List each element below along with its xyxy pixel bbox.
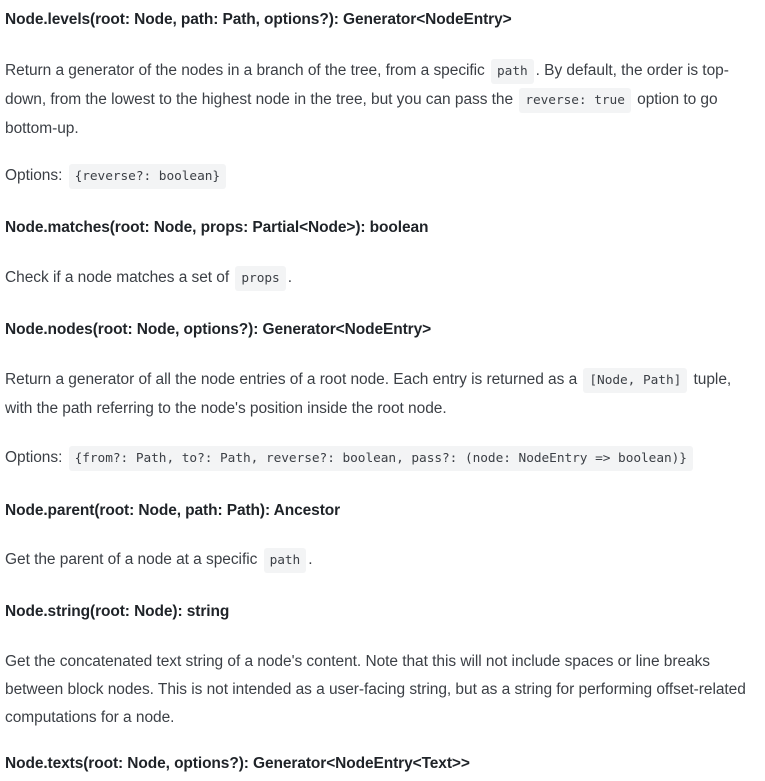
node-path-code: [Node, Path] — [583, 368, 687, 393]
nodes-desc-text: Return a generator of all the node entries of a root node. Each entry is returned as a — [5, 371, 578, 388]
matches-description — [5, 264, 753, 293]
string-description: Get the concatenated text string of a node's content. Note that this will not include spaces or line breaks between block nodes. This is not intended as a user-facing string, but as a string for performing offset-related computations for a node. — [5, 653, 746, 726]
matches-desc-text: Check if a node matches a set of — [5, 269, 230, 286]
matches-desc-text-2: . — [287, 269, 292, 286]
reverse-true-code: reverse: true — [519, 88, 631, 113]
levels-options-code: {reverse?: boolean} — [69, 164, 226, 189]
nodes-description — [5, 366, 753, 423]
levels-desc-text: Return a generator of the nodes in a branch of the tree, from a specific — [5, 62, 485, 79]
options-label: Options: — [5, 449, 63, 466]
texts-heading: Node.texts(root: Node, options?): Generator<NodeEntry<Text>> — [5, 755, 470, 772]
nodes-options-code: {from?: Path, to?: Path, reverse?: boolean, pass?: (node: NodeEntry => boolean)} — [69, 446, 693, 471]
levels-desc-text-2: . By default, the order is top-down, from the lowest to the highest node in the tree, but you can pass the — [5, 62, 729, 108]
levels-desc-text-3: option to go bottom-up. — [5, 91, 718, 137]
parent-desc-text-2: . — [308, 551, 313, 568]
matches-heading: Node.matches(root: Node, props: Partial<Node>): boolean — [5, 219, 429, 236]
parent-description — [5, 546, 753, 575]
levels-options — [5, 162, 753, 191]
levels-heading: Node.levels(root: Node, path: Path, options?): Generator<NodeEntry> — [5, 11, 512, 28]
parent-heading: Node.parent(root: Node, path: Path): Ancestor — [5, 502, 341, 519]
nodes-options — [5, 444, 753, 473]
string-heading: Node.string(root: Node): string — [5, 603, 230, 620]
nodes-desc-text-2: tuple, with the path referring to the node's position inside the root node. — [5, 371, 732, 417]
path-code: path — [264, 548, 307, 573]
parent-desc-text: Get the parent of a node at a specific — [5, 551, 258, 568]
path-code: path — [491, 59, 534, 84]
props-code: props — [235, 266, 285, 291]
levels-description — [5, 57, 753, 143]
nodes-heading: Node.nodes(root: Node, options?): Generator<NodeEntry> — [5, 321, 432, 338]
options-label: Options: — [5, 167, 63, 184]
